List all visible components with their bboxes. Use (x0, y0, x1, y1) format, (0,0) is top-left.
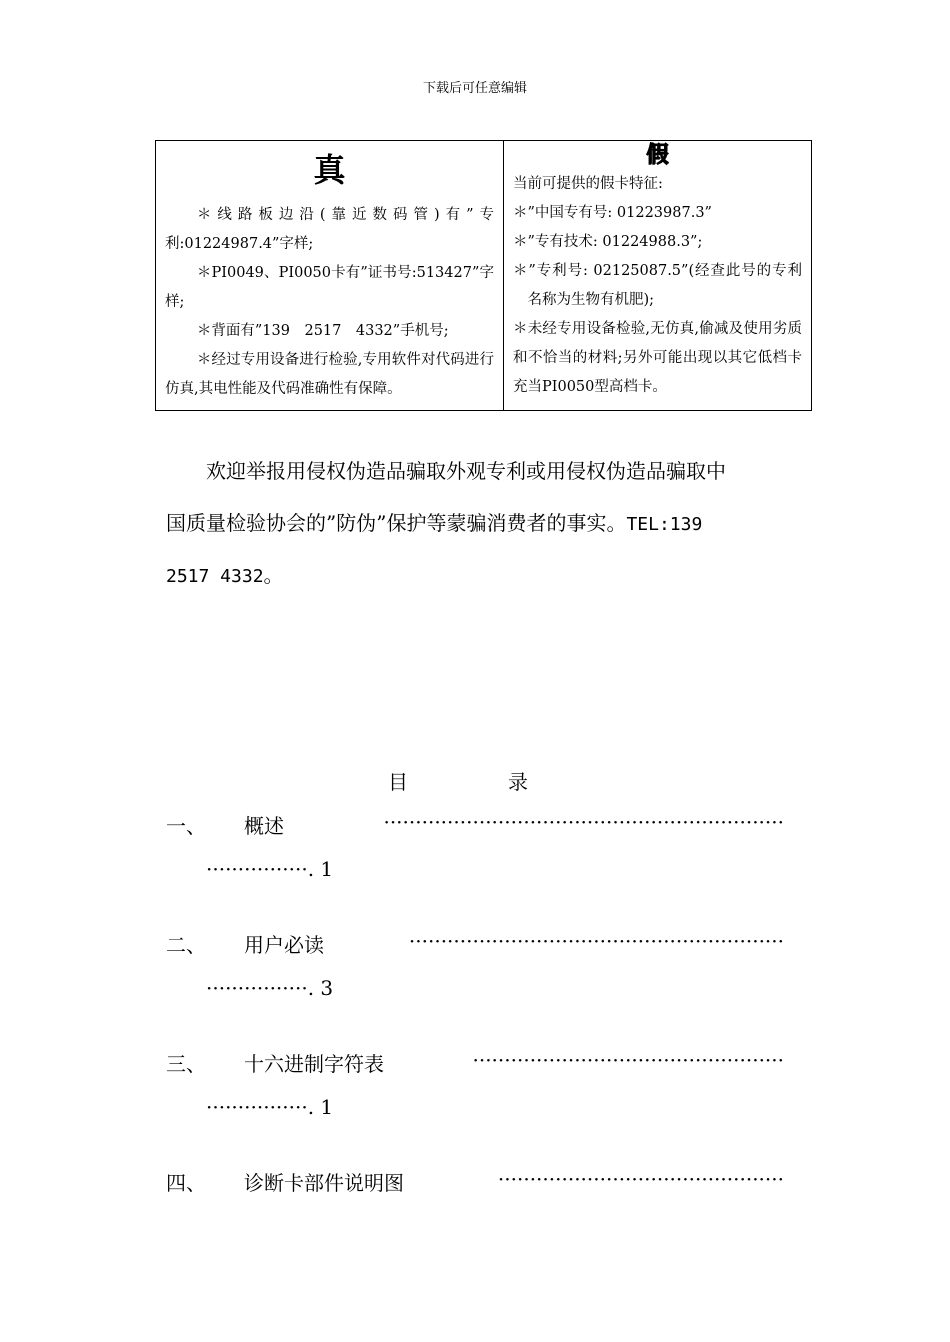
fake-title-wrap (513, 143, 802, 170)
fake-title: 假 (646, 142, 669, 168)
report-line: 国质量检验协会的”防伪”保护等蒙骗消费者的事实。 (166, 510, 627, 535)
toc-entry[interactable] (166, 929, 784, 1000)
tel-number-start: TEL:139 (626, 513, 703, 535)
report-end: 。 (263, 563, 284, 587)
report-paragraph (166, 446, 786, 603)
toc-entry-number: 四、 (166, 1171, 206, 1195)
real-item: ＊背面有”139 2517 4332”手机号; (196, 323, 449, 339)
real-item: ＊线路板边沿(靠近数码管)有”专利:01224987.4”字样; (165, 207, 494, 252)
report-line-c (166, 550, 786, 603)
toc-page-number: . 1 (307, 857, 334, 881)
toc-entry[interactable] (166, 1167, 784, 1197)
toc-leader-dots: ················ (206, 976, 308, 1000)
toc-leader-dots: ················ (206, 1095, 308, 1119)
toc-title-left: 目 (388, 770, 408, 794)
toc-leader-dots: ··························································· (408, 929, 784, 953)
toc-entry-number: 三、 (166, 1052, 206, 1076)
real-item: ＊经过专用设备进行检验,专用软件对代码进行仿真,其电性能及代码准确性有保障。 (165, 352, 494, 397)
real-item: ＊PI0049、PI0050卡有”证书号:513427”字样; (165, 265, 494, 310)
toc-page-number: . 1 (307, 1095, 334, 1119)
toc-entry-label: 概述 (244, 814, 284, 838)
fake-item: ＊”专利号: 02125087.5”(经查此号的专利名称为生物有机肥); (513, 263, 802, 308)
toc-entry-label: 十六进制字符表 (244, 1052, 384, 1076)
page-header: 下载后可任意编辑 (422, 81, 527, 96)
report-line-b (166, 498, 786, 551)
fake-item: ＊”中国专有号: 01223987.3” (513, 205, 712, 221)
fake-item: ＊”专有技术: 01224988.3”; (513, 234, 703, 250)
real-column (156, 141, 504, 411)
toc-entry-number: 二、 (166, 933, 206, 957)
toc-entry[interactable] (166, 1048, 784, 1119)
toc-title-right: 录 (508, 770, 528, 794)
fake-column (504, 141, 812, 411)
toc-leader-dots: ················ (206, 857, 308, 881)
toc-title (388, 766, 528, 795)
toc-entry-number: 一、 (166, 814, 206, 838)
toc-leader-dots: ················································· (472, 1048, 784, 1072)
real-fake-comparison-table (155, 140, 812, 411)
real-title: 真 (313, 151, 346, 189)
fake-item: ＊未经专用设备检验,无仿真,偷减及使用劣质和不恰当的材料;另外可能出现以其它低档卡充当PI0050型高档卡。 (513, 321, 802, 395)
toc-entry[interactable] (166, 810, 784, 881)
report-line: 欢迎举报用侵权伪造品骗取外观专利或用侵权伪造品骗取中 (206, 459, 726, 483)
toc-leader-dots: ············································· (497, 1167, 784, 1191)
tel-number-end: 2517 4332 (166, 566, 264, 587)
toc-leader-dots: ······························································· (383, 810, 784, 834)
toc-entry-label: 诊断卡部件说明图 (244, 1171, 404, 1195)
toc-entry-label: 用户必读 (244, 933, 324, 957)
toc-page-number: . 3 (307, 976, 334, 1000)
fake-intro: 当前可提供的假卡特征: (513, 176, 663, 192)
